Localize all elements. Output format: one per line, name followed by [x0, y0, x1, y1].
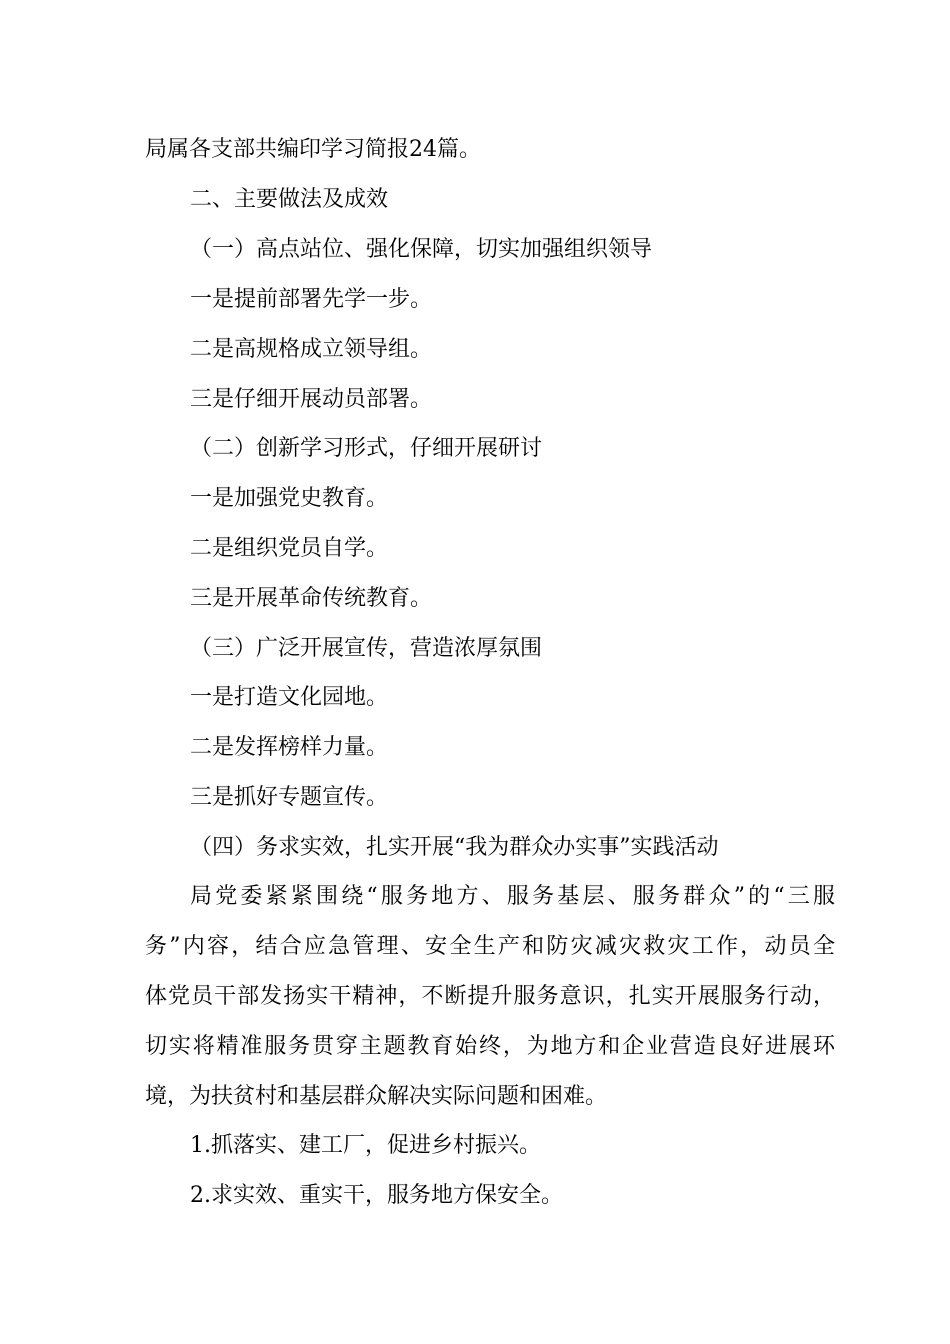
list-item: 1.抓落实、建工厂，促进乡村振兴。 [190, 1133, 541, 1158]
subsection-heading: （一）高点站位、强化保障，切实加强组织领导 [190, 237, 653, 262]
text-line: 三是开展革命传统教育。 [190, 586, 433, 611]
paragraph-line: 境，为扶贫村和基层群众解决实际问题和困难。 [145, 1084, 608, 1109]
text-line: 局属各支部共编印学习简报24篇。 [145, 137, 481, 162]
paragraph-line: 局党委紧紧围绕“服务地方、服务基层、服务群众”的“三服 [190, 884, 835, 909]
section-heading: 二、主要做法及成效 [190, 187, 389, 212]
text-line: 三是抓好专题宣传。 [190, 785, 389, 810]
text-line: 三是仔细开展动员部署。 [190, 387, 433, 412]
list-item: 2.求实效、重实干，服务地方保安全。 [190, 1183, 563, 1208]
text-line: 一是打造文化园地。 [190, 685, 389, 710]
text-line: 二是高规格成立领导组。 [190, 337, 433, 362]
subsection-heading: （二）创新学习形式，仔细开展研讨 [190, 436, 543, 461]
text-line: 二是发挥榜样力量。 [190, 735, 389, 760]
text-line: 一是提前部署先学一步。 [190, 287, 433, 312]
paragraph-line: 务”内容，结合应急管理、安全生产和防灾减灾救灾工作，动员全 [145, 934, 835, 959]
text-line: 二是组织党员自学。 [190, 536, 389, 561]
paragraph-line: 体党员干部发扬实干精神，不断提升服务意识，扎实开展服务行动， [145, 984, 835, 1009]
paragraph-line: 切实将精准服务贯穿主题教育始终，为地方和企业营造良好进展环 [145, 1034, 835, 1059]
subsection-heading: （三）广泛开展宣传，营造浓厚氛围 [190, 636, 543, 661]
subsection-heading: （四）务求实效，扎实开展“我为群众办实事”实践活动 [190, 835, 719, 860]
text-line: 一是加强党史教育。 [190, 486, 389, 511]
